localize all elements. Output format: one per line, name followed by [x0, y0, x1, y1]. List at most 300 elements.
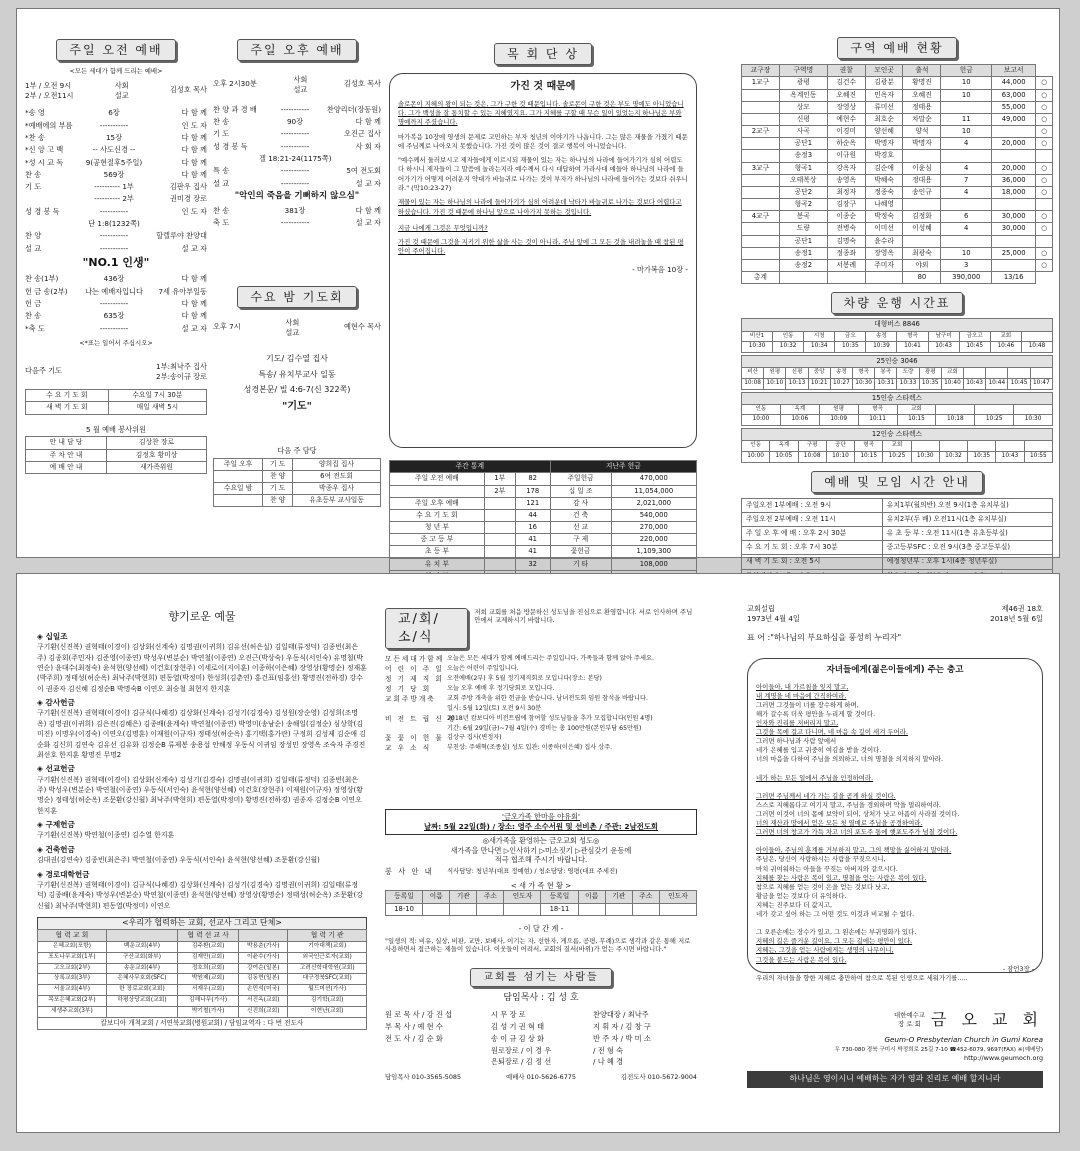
offering-group — [37, 631, 367, 694]
bus-time: 10:25 — [975, 415, 1014, 426]
table-cell — [1036, 235, 1053, 247]
order-item: *축 도 — [25, 323, 45, 333]
district-row — [742, 272, 1053, 284]
table-cell — [605, 903, 632, 915]
table-cell: 신평 — [779, 113, 827, 125]
bulletin-inner-sheet — [16, 8, 1060, 568]
table-cell: 광평 — [779, 77, 827, 89]
schedule-title: 예배 및 모임 시간 안내 — [811, 471, 983, 493]
table-cell: 월드미션(가사) — [288, 985, 367, 996]
news-column — [385, 574, 697, 1132]
table-cell: 80 — [903, 272, 941, 284]
table-cell: 김명숙 — [827, 235, 865, 247]
order-row — [25, 219, 207, 229]
am-service-column — [25, 9, 207, 557]
table-cell: 36,000 — [992, 174, 1036, 186]
bus-stop — [986, 368, 1008, 379]
table-cell — [742, 89, 780, 101]
table-row — [214, 482, 381, 494]
bus-stop: 교회 — [941, 368, 963, 379]
bus-time: 10:08 — [798, 451, 826, 462]
column-header: 헌금 — [941, 65, 992, 77]
table-row — [26, 449, 207, 461]
table-cell — [742, 247, 780, 259]
table-cell: 유치1부(월의반) 오전 9시(1층 유치부실) — [882, 498, 1052, 512]
partners-footer: 칼보디아 개척교회 / 서연북교회(병원교회) / 담임교역자 : 다 번 전도사 — [37, 1018, 367, 1030]
table-cell: ○ — [1036, 162, 1053, 174]
table-cell: 꽃헌금 — [550, 546, 611, 558]
bus-time: 10:40 — [941, 378, 963, 389]
order-leader: 다 함 께 — [181, 145, 207, 155]
staff-member: 부 목 사 / 예 현 수 — [385, 1022, 443, 1032]
bus-stop — [1030, 368, 1052, 379]
bus-stop: 송정 — [830, 368, 852, 379]
founded: 교회설립 1973년 4월 4일 — [747, 604, 800, 623]
bus-time: 10:35 — [968, 451, 996, 462]
table-row — [742, 527, 1053, 541]
bus-time: 10:27 — [830, 378, 852, 389]
column-header: 협 력 기 관 — [288, 929, 367, 941]
wed-special: 특송/ 유치부교사 일동 — [258, 369, 336, 379]
table-cell: 정호희(교회) — [178, 963, 239, 974]
poem-line: 그러면 하나님과 사람 앞에서 — [756, 737, 837, 746]
order-detail: 569장 — [103, 169, 125, 179]
table-cell: 41 — [515, 546, 550, 558]
news-item — [385, 715, 697, 724]
table-cell: 김건수 — [827, 77, 865, 89]
order-detail: 635장 — [103, 311, 125, 321]
wed-scripture: 성경본문/ 빌 4:6-7(신 322쪽) — [243, 384, 351, 394]
district-row — [742, 150, 1053, 162]
offering-group — [37, 844, 367, 866]
table-cell: 3교구 — [742, 162, 780, 174]
table-row — [26, 390, 207, 402]
am-host-label: 사회 설교 — [114, 80, 129, 100]
table-cell: 수요일 7시 30분 — [108, 390, 206, 402]
table-cell: 정대용 — [903, 174, 941, 186]
table-cell — [903, 150, 941, 162]
order-item: 기 도 — [25, 182, 42, 192]
bus-stops — [742, 331, 1053, 342]
table-cell: 형곡2 — [779, 199, 827, 211]
order-item: 축 도 — [213, 218, 230, 227]
order-row — [25, 311, 207, 321]
order-row — [25, 244, 207, 254]
table-cell: 신진희(교회) — [239, 1006, 288, 1017]
bus-times — [742, 378, 1053, 389]
poem-text — [756, 683, 1034, 983]
order-item: *성 시 교 독 — [25, 157, 64, 167]
table-cell: 수 요 기 도 회 : 오후 7시 30분 — [742, 541, 883, 555]
table-row — [386, 903, 697, 915]
table-cell: 1,109,300 — [611, 546, 697, 558]
table-cell: 예 배 안 내 — [26, 461, 107, 473]
offering-names: 구기환(신진복) 권혁태(이경이) 김규식(나혜경) 김상화(신계숙) 김성기(김경숙) 김명권(이귀희) 김일태(류정덕) 김종배(윤계숙) 박성우(변분순) 박연철(이종연) 윤석현(양선혜) 장영상(황명순) 정태성(허순옥) 조문환(강신월) 최낙주(박현희) 편동열(박정미) 이연오 — [37, 880, 363, 910]
table-cell: 형곡1 — [779, 162, 827, 174]
bus-stop: 비산1 — [742, 331, 773, 342]
column-header: 협 력 교 회 — [38, 929, 107, 941]
table-cell: 44,000 — [992, 77, 1036, 89]
poem-line: 그것을 붙드는 사람은 복이 있다. — [756, 955, 847, 964]
table-cell: 390,000 — [941, 272, 992, 284]
table-row — [742, 541, 1053, 555]
table-cell: 서진옥(교회) — [239, 996, 288, 1007]
table-cell: 양선혜 — [865, 126, 903, 138]
table-cell: 매일 새벽 5시 — [108, 402, 206, 414]
table-cell: 김재만(교회) — [178, 952, 239, 963]
table-row — [214, 495, 381, 507]
next-week-table — [213, 458, 381, 508]
bus-stop — [975, 404, 1014, 415]
order-item: 찬 양 — [25, 231, 42, 241]
table-cell: ○ — [1036, 211, 1053, 223]
table-cell: 윤수라 — [865, 235, 903, 247]
table-row — [390, 558, 697, 570]
news-item — [385, 734, 697, 743]
district-title: 구역 예배 현황 — [837, 37, 956, 59]
table-cell: 고려신학대학원(교회) — [288, 963, 367, 974]
column-header: 주소 — [477, 891, 504, 903]
table-cell: 유 초 등 부 : 오전 11시(1층 유초등부실) — [882, 527, 1052, 541]
table-cell — [742, 101, 780, 113]
order-detail: 단 1:8(1232쪽) — [88, 219, 140, 229]
event-sub: ◎새가족을 환영하는 금오교회 성도◎ — [482, 835, 600, 845]
bus-time: 10:25 — [883, 451, 911, 462]
order-item: 찬 송 — [25, 169, 42, 179]
table-row — [26, 437, 207, 449]
bus-time: 10:15 — [897, 415, 936, 426]
article-paragraph: 솔로몬이 지혜의 왕이 되는 것은, 그가 구한 것 때문입니다. 솔로몬이 구한 것은 부도 명예도 아니었습니다. 그가 백성을 잘 통치할 수 있는 지혜였지요. 그가 지혜를 구할 때 무슨 일이 있었는지 하나님은 부와 명예까지 주셨습니다. — [398, 99, 684, 127]
order-detail: ----------- — [280, 166, 310, 176]
district-row — [742, 247, 1053, 259]
bus-time: 10:33 — [897, 378, 919, 389]
table-cell: 찬 양 — [263, 495, 293, 507]
table-cell: ○ — [1036, 113, 1053, 125]
order-leader: 7세 유아부일동 — [158, 286, 207, 296]
table-cell: ○ — [1036, 138, 1053, 150]
table-cell: 은혜교회(포항) — [38, 941, 107, 952]
table-cell: 예현수 — [827, 113, 865, 125]
table-cell: 이종순 — [827, 211, 865, 223]
table-cell — [903, 235, 941, 247]
news-text: 부친상: 주해혁(조종실) 성도 입관: 이종하(이은혜) 집사 상주. — [447, 744, 613, 752]
next-prayer: 1부:최낙주 집사 2부:송이규 장로 — [156, 361, 207, 381]
bus-time: 10:55 — [1024, 451, 1052, 462]
table-cell: 찬 양 — [263, 470, 293, 482]
order-detail: ----------- — [99, 298, 129, 308]
news-item — [385, 685, 697, 694]
bus-stop — [1014, 404, 1053, 415]
table-cell — [632, 903, 659, 915]
news-intro: 저희 교회를 처음 방문하신 성도님을 진심으로 환영합니다. 서로 인사하며 주님 안에서 교제하시기 바랍니다. — [474, 608, 693, 625]
bus-stop: 원평 — [819, 404, 858, 415]
bus-time: 10:30 — [911, 451, 939, 462]
news-text: 교회 주방 개축을 위한 헌금을 받습니다. 남녀전도회 임원 참석을 바랍니다. — [447, 695, 648, 703]
order-detail: ----------- — [280, 129, 310, 139]
poem-line: 그러면 주님께서 네가 가는 길을 곧게 하실 것이다. — [756, 791, 896, 800]
table-cell: 하순옥 — [827, 138, 865, 150]
table-cell: 주일오전 2부예배 : 오전 11시 — [742, 512, 883, 526]
bus-line-name: 15인승 스타렉스 — [742, 392, 1053, 404]
table-cell — [484, 546, 515, 558]
table-cell: 예정청년부 : 오후 1시(4층 청년부실) — [882, 555, 1052, 569]
bus-stop: 교회 — [990, 331, 1021, 342]
article-paragraph: "예수께서 둘러보시고 제자들에게 이르시되 재물이 있는 자는 하나님의 나라에 들어가기가 심히 어렵도다 하시니 제자들이 그 말씀에 놀라는지라 예수께서 다시 대답하여 가라사대 얘들아 하나님의 나라에 들어가기가 어떻게 어려운지 약대가 바늘귀로 나가는 것이 부자가 하나님의 나라에 들어가는 것보다 쉬우니라." (막10:23-27) — [398, 156, 688, 192]
table-cell: 도량 — [779, 223, 827, 235]
order-detail: ---------- 1부 — [94, 182, 134, 192]
table-cell — [484, 497, 515, 509]
table-cell: 16 — [515, 522, 550, 534]
order-row — [213, 105, 381, 115]
order-row — [25, 133, 207, 143]
table-cell: 민옥자 — [865, 89, 903, 101]
table-cell: 김정화 — [903, 211, 941, 223]
order-row — [213, 206, 381, 216]
table-cell — [992, 150, 1036, 162]
staff-row — [385, 1022, 697, 1032]
staff-member: 원 로 목 사 / 강 진 섭 — [385, 1010, 453, 1020]
bus-times — [742, 342, 1053, 353]
bus-stop: 인동 — [742, 404, 781, 415]
am-note: <*표는 일어서 주십시오> — [79, 339, 153, 348]
article-paragraph: 재물이 있는 자는 하나님의 나라에 들어가기가 심히 어려운데 낙타가 바늘귀로 나가는 것보다 어렵다고 하셨습니다. 가진 것 때문에 하나님 앞으로 나아가지 못하는 것입니다. — [398, 198, 682, 216]
order-leader: 사 회 자 — [355, 141, 381, 151]
news-label: 정 기 당 회 — [385, 685, 432, 694]
column-header: 인도자 — [504, 891, 541, 903]
volunteer-label: 봉 사 안 내 — [385, 867, 434, 877]
table-cell: 공단1 — [779, 138, 827, 150]
pm-service-column — [213, 9, 381, 557]
bus-times — [742, 415, 1053, 426]
church-url[interactable]: http://www.geumoch.org — [964, 1054, 1043, 1063]
column-header: 이름 — [578, 891, 605, 903]
table-cell: 박기철(가사) — [178, 1006, 239, 1017]
table-cell: 220,000 — [611, 534, 697, 546]
table-cell: 새생주교회(3부) — [38, 1006, 107, 1017]
bus-stop: 금오 — [835, 331, 866, 342]
table-row — [390, 509, 697, 521]
table-cell: 목포은혜교회(2부) — [38, 996, 107, 1007]
table-cell: 기 도 — [263, 482, 293, 494]
offering-group — [37, 697, 367, 760]
table-cell: ○ — [1036, 186, 1053, 198]
table-cell: 63,000 — [992, 89, 1036, 101]
table-cell: 유치2부(두 배) 오전11시(1층 유치부실) — [882, 512, 1052, 526]
order-detail: 나는 예배자입니다 — [85, 286, 143, 296]
news-label: 꽃 꽃 이 헌 물 — [385, 734, 444, 743]
table-cell: 포도나무교회(1부) — [38, 952, 107, 963]
district-row — [742, 77, 1053, 89]
may-helpers-table — [25, 436, 207, 474]
table-cell: 이윤심 — [903, 162, 941, 174]
table-cell — [214, 495, 263, 507]
table-cell: 10 — [941, 77, 992, 89]
bus-stop — [911, 441, 939, 452]
poem-line: 참으로 지혜를 얻는 것이 은을 얻는 것보다 낫고, — [756, 882, 890, 891]
news-label — [385, 705, 447, 713]
staff-row — [385, 1046, 697, 1056]
column-header: 인도자 — [659, 891, 696, 903]
table-cell: 김정호 황미상 — [107, 449, 207, 461]
table-row — [742, 512, 1053, 526]
table-cell: 박종우 집사 — [293, 482, 381, 494]
news-item — [385, 655, 697, 664]
table-cell: 박명자 — [903, 138, 941, 150]
table-cell: 송정1 — [779, 247, 827, 259]
bus-time: 10:08 — [742, 378, 764, 389]
bus-time: 10:43 — [928, 342, 959, 353]
bus-time: 10:45 — [1008, 378, 1030, 389]
table-cell: 송인규 — [903, 186, 941, 198]
district-row — [742, 126, 1053, 138]
order-row — [25, 274, 207, 284]
table-cell: ○ — [1036, 77, 1053, 89]
offering-names: 구기환(신진복) 박연철(이종연) 김수열 한지훈 — [37, 831, 175, 840]
event-line: 날짜: 5월 22일(화) / 장소: 영주 소수서원 및 선비촌 / 주관: 2남전도회 — [423, 821, 659, 831]
table-cell — [477, 903, 504, 915]
table-cell: 32 — [515, 558, 550, 570]
poem-line: 그러면 그것들이 너를 장수하게 하며, — [756, 700, 859, 709]
table-cell: 옥계인동 — [779, 89, 827, 101]
column-header: 모인곳 — [865, 65, 903, 77]
order-item: 찬 양 과 경 배 — [213, 104, 257, 114]
order-item: 찬 송(1부) — [25, 274, 59, 284]
table-cell: 새 벽 기 도 회 : 오전 5시 — [742, 555, 883, 569]
news-text: 김상구 집사(변정자) — [447, 734, 502, 742]
table-cell: 정종숙 — [865, 186, 903, 198]
table-cell: 18-11 — [541, 903, 578, 915]
table-cell: 박명자 — [865, 138, 903, 150]
offering-names: 구기환(신진복) 권혁태(이경이) 김상화(신계숙) 김명권(이귀희) 김유선(허은실) 김일태(류정덕) 김종빈(최은주) 김종회(주민자) 김준영(이종연) 박성우(변분순) 박연철(이종연) 오진근(박상숙) 우동식(서인숙) 유명철(박연순) 윤대수(최정숙) 윤석현(양선혜) 이건호(장현주) 이세로이(지이훈) 이종하(이은혜) 장영상(황명순) 정재훈(박주희) 정태성(허순옥) 최낙주(박현희) 편동열(박정미) 한성희(김춘연) 홍건표(임홍선) 황명진(전하경) 강수이 권종자 김신혜 김정순B 박명숙B 이연오 최승철 최현지 한지훈 — [37, 643, 367, 693]
column-header: 주소 — [632, 891, 659, 903]
table-cell: 20,000 — [992, 138, 1036, 150]
bus-time: 10:48 — [1021, 342, 1052, 353]
pm-order-list-2 — [213, 206, 381, 228]
column-header — [239, 929, 288, 941]
table-row — [38, 985, 367, 996]
table-cell: 새 벽 기 도 회 — [26, 402, 109, 414]
table-cell: 새가족위원 — [107, 461, 207, 473]
poem-line: 그 오른손에는 장수가 있고, 그 왼손에는 부귀영화가 있다. — [756, 928, 917, 937]
table-cell: 김동현(일본) — [239, 974, 288, 985]
order-row — [213, 142, 381, 152]
table-cell: 1교구 — [742, 77, 780, 89]
order-row — [213, 179, 381, 189]
bus-stop: 인동 — [742, 441, 770, 452]
table-cell: 공단2 — [779, 186, 827, 198]
table-cell: 류미선 — [865, 101, 903, 113]
news-item — [385, 744, 697, 753]
article-paragraph: 지금 나에게 그것은 무엇입니까? — [398, 223, 488, 232]
news-item — [385, 665, 697, 674]
order-detail: ----------- — [280, 104, 310, 114]
table-cell — [423, 903, 450, 915]
news-label — [385, 725, 447, 733]
wed-prayer: 기도/ 김수열 집사 — [266, 354, 328, 364]
order-detail: ----------- — [99, 120, 129, 130]
order-item: 기 도 — [213, 129, 230, 139]
order-item: 헌 금 송(2부) — [25, 286, 68, 296]
news-text: 2018년 캄보디아 비전트립에 참여할 성도님들을 추가 모집합니다(인원 4명) — [447, 714, 653, 722]
table-cell: 오혜진 — [903, 89, 941, 101]
offering-group — [37, 819, 367, 841]
table-cell — [504, 903, 541, 915]
order-row — [25, 324, 207, 334]
table-cell: 송정2 — [779, 259, 827, 271]
event-sub2: 새가족을 만나면 ▷인사하기 ▷미소짓기 ▷관심갖기 운동에 — [450, 845, 632, 855]
order-detail: 겔 18:21-24(1175쪽) — [258, 153, 332, 163]
poem-line: 아이들아, 내 가르침을 잊지 말고, — [756, 682, 849, 691]
order-detail: 6장 — [108, 108, 120, 118]
district-row — [742, 259, 1053, 271]
pm-host-label: 사회 설교 — [293, 75, 308, 94]
poem-box — [747, 658, 1043, 982]
table-row — [390, 522, 697, 534]
pastor-article — [389, 73, 697, 448]
bus-stop — [936, 404, 975, 415]
order-item: 찬 송 — [213, 116, 230, 126]
table-cell — [865, 272, 903, 284]
order-leader: 5여 전도회 — [346, 166, 381, 176]
table-row — [390, 534, 697, 546]
event-sub3: 적극 협조해 주시기 바랍니다. — [494, 855, 588, 865]
poem-line: 인자와 진리를 저버리지 말고, — [756, 719, 839, 728]
district-table — [741, 64, 1053, 284]
news-list — [385, 655, 697, 753]
table-cell — [742, 235, 780, 247]
order-leader: 다 함 께 — [181, 169, 207, 179]
table-row — [742, 498, 1053, 512]
table-cell: 49,000 — [992, 113, 1036, 125]
table-cell — [742, 150, 780, 162]
table-cell: 이규원 — [827, 150, 865, 162]
table-cell — [1036, 199, 1053, 211]
table-row — [742, 555, 1053, 569]
table-cell: 10 — [941, 126, 992, 138]
table-cell — [484, 534, 515, 546]
news-item — [385, 675, 697, 684]
bus-stop: 신평 — [786, 368, 808, 379]
monthly-text: "일생의 적: 비유, 실상, 비판, 교만, 보배사, 이기는 자, 선한자, 게으름, 공평, 무례)으로 생각과 같은 통해 저로 사용하면서 접근하는 제들이 있습니다. 이웃들이 어려서, 교회의 질서(바위)가 얻는 주시면 바랍니다." — [385, 936, 691, 954]
table-cell: 2교구 — [742, 126, 780, 138]
newcomer-table — [385, 890, 697, 915]
news-text: 기간: 6월 29일(금)~7월 4일(수) 경비는 총 100만원(본인부담 65만원) — [447, 724, 642, 732]
poem-line: 해가 갈수록 더욱 평안을 누리게 할 것이다. — [756, 709, 876, 718]
table-cell — [941, 199, 992, 211]
table-cell: 3 — [941, 259, 992, 271]
order-row — [25, 194, 207, 204]
order-row — [213, 129, 381, 139]
wed-time: 오후 7시 — [213, 321, 241, 331]
offering-names: 김대권(김연숙) 김종빈(최은주) 박연철(이종연) 우동식(서인숙) 윤석현(양선혜) 조문환(강신월) — [37, 856, 320, 865]
poem-line — [756, 765, 1034, 774]
offering-group — [37, 763, 367, 816]
column-header: 출석 — [903, 65, 941, 77]
pm-host: 김성호 목사 — [343, 79, 381, 89]
order-detail: ----------- — [280, 178, 310, 188]
table-cell: ○ — [1036, 126, 1053, 138]
contact: 담임목사 010-3565-5085 — [385, 1073, 462, 1082]
table-cell: 상록교회(3부) — [38, 974, 107, 985]
offering-names: 구기환(신진복) 권혁태(이경이) 김상화(신계숙) 김성기(김경숙) 김명권(이귀희) 김일태(류정덕) 김종빈(최은주) 박성우(변분순) 박연철(이종연) 우동식(서인숙) 윤석현(양선혜) 이건호(장현주) 이재원(이규자) 정영상(황명순) 정태성(허순옥) 조문환(강신월) 최낙주(박현희) 편동열(박정미) 황명진(전하경) 권종자 김정순B 이연오 한지훈 — [37, 775, 363, 815]
bus-stop: 봉곡 — [875, 368, 897, 379]
order-leader: 다 함 께 — [181, 157, 207, 167]
pastor-title: 목 회 단 상 — [494, 43, 592, 65]
table-cell: 십 일 조 — [550, 485, 611, 497]
table-row — [390, 485, 697, 497]
order-item: *찬 송 — [25, 132, 45, 142]
table-cell — [742, 223, 780, 235]
